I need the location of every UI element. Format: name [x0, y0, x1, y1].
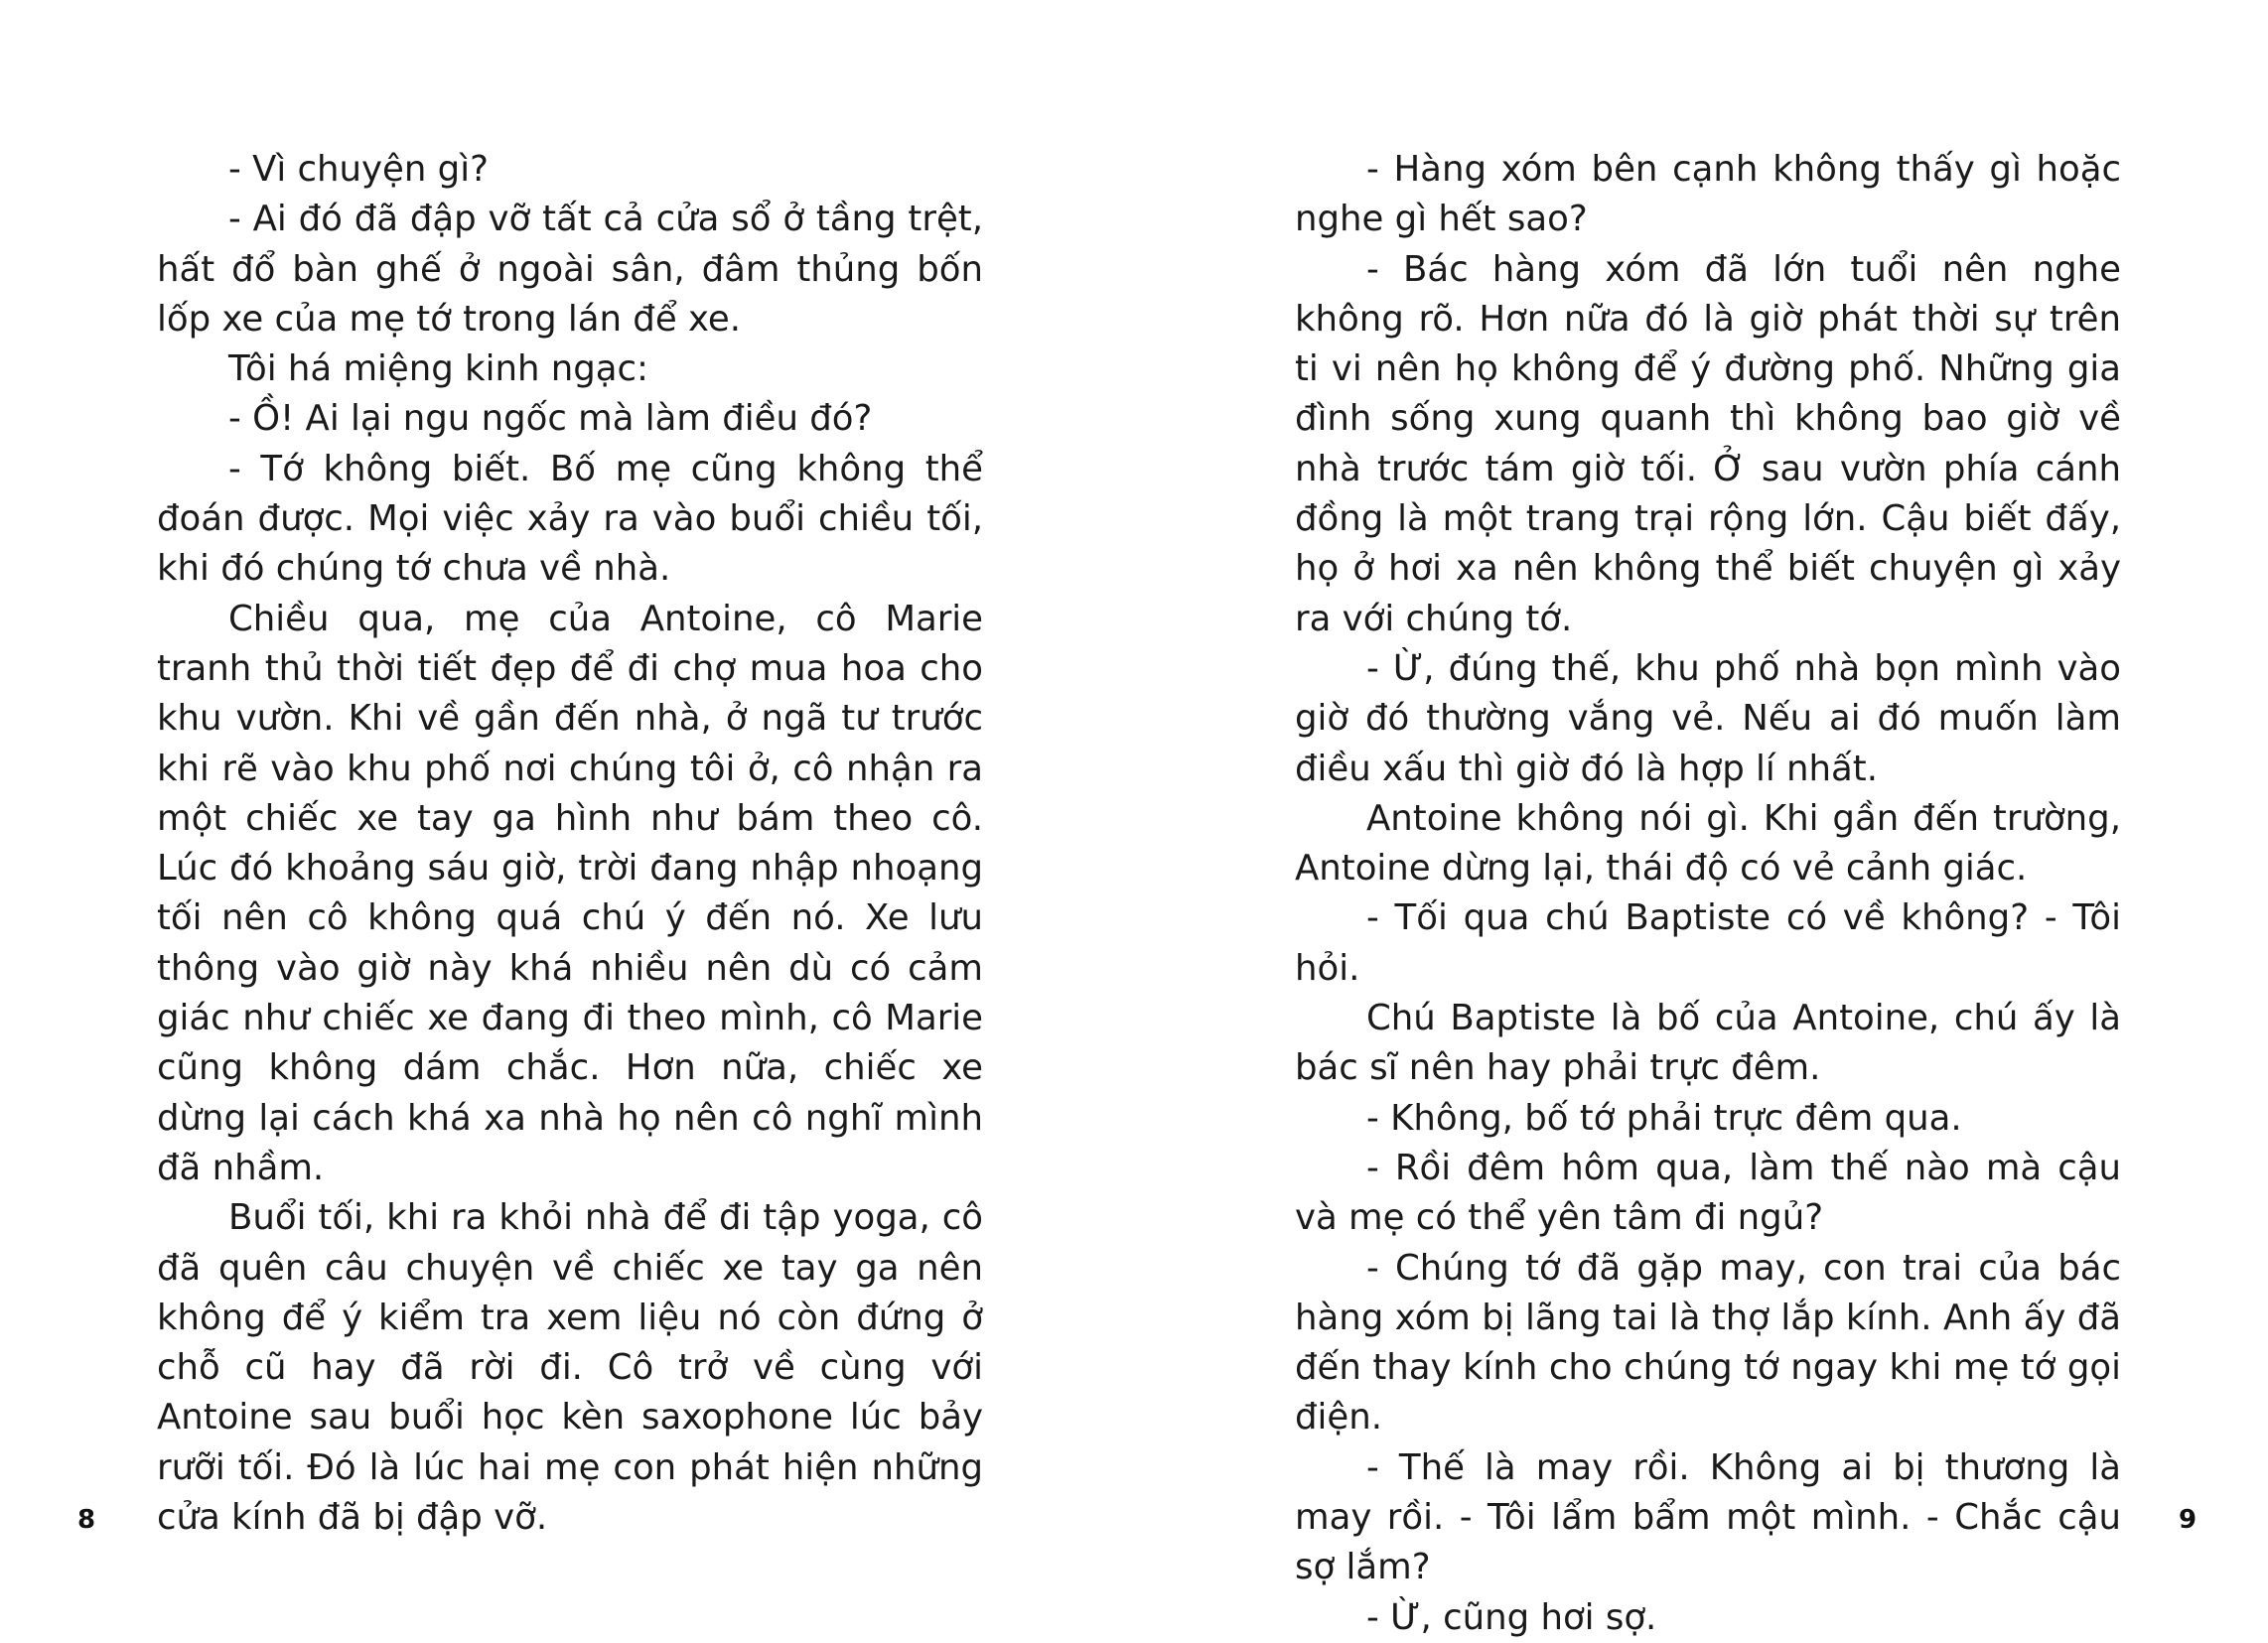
paragraph: Buổi tối, khi ra khỏi nhà để đi tập yoga, cô đã quên câu chuyện về chiếc xe tay ga nên không để ý kiểm tra xem liệu nó còn đứng ở chỗ cũ hay đã rời đi. Cô trở về cùng với Antoine sau buổi học kèn saxophone lúc bảy rưỡi tối. Đó là lúc hai mẹ con phát hiện những cửa kính đã bị đập vỡ.: [157, 1197, 983, 1539]
right-page-text-column: [1295, 145, 2121, 1643]
paragraph: - Rồi đêm hôm qua, làm thế nào mà cậu và mẹ có thể yên tâm đi ngủ?: [1295, 1147, 2121, 1239]
paragraph: - Ừ, đúng thế, khu phố nhà bọn mình vào giờ đó thường vắng vẻ. Nếu ai đó muốn làm điều xấu thì giờ đó là hợp lí nhất.: [1295, 647, 2121, 789]
paragraph: - Tối qua chú Baptiste có về không? - Tôi hỏi.: [1295, 897, 2121, 989]
paragraph: - Không, bố tớ phải trực đêm qua.: [1366, 1097, 1962, 1139]
left-page-text-column: [157, 145, 983, 1543]
paragraph: - Ai đó đã đập vỡ tất cả cửa sổ ở tầng trệt, hất đổ bàn ghế ở ngoài sân, đâm thủng bốn lốp xe của mẹ tớ trong lán để xe.: [157, 199, 983, 340]
left-page: [0, 0, 1134, 1603]
page-number-right: 9: [2179, 1505, 2197, 1535]
paragraph: - Thế là may rồi. Không ai bị thương là may rồi. - Tôi lẩm bẩm một mình. - Chắc cậu sợ lắm?: [1295, 1446, 2121, 1588]
paragraph: - Vì chuyện gì?: [228, 149, 489, 190]
paragraph: Chú Baptiste là bố của Antoine, chú ấy là bác sĩ nên hay phải trực đêm.: [1295, 998, 2121, 1089]
paragraph: - Hàng xóm bên cạnh không thấy gì hoặc nghe gì hết sao?: [1295, 149, 2121, 240]
paragraph: - Tớ không biết. Bố mẹ cũng không thể đoán được. Mọi việc xảy ra vào buổi chiều tối, khi đó chúng tớ chưa về nhà.: [157, 448, 983, 590]
right-page: [1134, 0, 2268, 1638]
paragraph: Tôi há miệng kinh ngạc:: [228, 348, 649, 390]
paragraph: Antoine không nói gì. Khi gần đến trường, Antoine dừng lại, thái độ có vẻ cảnh giác.: [1295, 797, 2121, 890]
paragraph: Chiều qua, mẹ của Antoine, cô Marie tranh thủ thời tiết đẹp để đi chợ mua hoa cho khu vườn. Khi về gần đến nhà, ở ngã tư trước khi rẽ vào khu phố nơi chúng tôi ở, cô nhận ra một chiếc xe tay ga hình như bám theo cô. Lúc đó khoảng sáu giờ, trời đang nhập nhoạng tối nên cô không quá chú ý đến nó. Xe lưu thông vào giờ này khá nhiều nên dù có cảm giác như chiếc xe đang đi theo mình, cô Marie cũng không dám chắc. Hơn nữa, chiếc xe dừng lại cách khá xa nhà họ nên cô nghĩ mình đã nhầm.: [157, 598, 983, 1188]
paragraph: - Bác hàng xóm đã lớn tuổi nên nghe không rõ. Hơn nữa đó là giờ phát thời sự trên ti vi nên họ không để ý đường phố. Những gia đình sống xung quanh thì không bao giờ về nhà trước tám giờ tối. Ở sau vườn phía cánh đồng là một trang trại rộng lớn. Cậu biết đấy, họ ở hơi xa nên không thể biết chuyện gì xảy ra với chúng tớ.: [1295, 248, 2121, 639]
page-number-left: 8: [77, 1505, 96, 1535]
paragraph: - Ồ! Ai lại ngu ngốc mà làm điều đó?: [228, 398, 873, 440]
paragraph: - Ừ, cũng hơi sợ.: [1366, 1596, 1657, 1638]
paragraph: - Chúng tớ đã gặp may, con trai của bác hàng xóm bị lãng tai là thợ lắp kính. Anh ấy đã đến thay kính cho chúng tớ ngay khi mẹ tớ gọi điện.: [1295, 1247, 2121, 1438]
